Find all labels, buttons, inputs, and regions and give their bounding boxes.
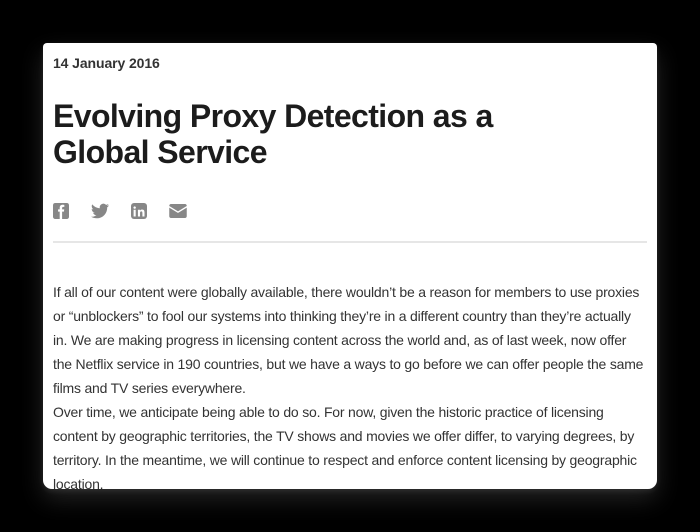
text-line: in. We are making progress in licensing content across the world and, as of last week, now offer (53, 332, 627, 348)
text-line: If all of our content were globally available, there wouldn’t be a reason for members to use proxies (53, 284, 640, 300)
email-icon (169, 204, 187, 218)
text-line: the Netflix service in 190 countries, but we have a ways to go before we can offer people the same (53, 356, 644, 372)
share-email-button[interactable] (169, 202, 187, 219)
divider (53, 241, 647, 243)
paragraph-1 (53, 280, 647, 400)
text-line: or “unblockers” to fool our systems into thinking they’re in a different country than they’re actually (53, 308, 631, 324)
share-facebook-button[interactable] (53, 202, 69, 219)
twitter-icon (91, 202, 109, 220)
title-line-1: Evolving Proxy Detection as a (53, 98, 493, 134)
article-body (53, 280, 647, 489)
share-twitter-button[interactable] (91, 202, 109, 219)
text-line: location. (53, 476, 104, 489)
title-line-2: Global Service (53, 134, 267, 170)
linkedin-icon (131, 203, 147, 219)
facebook-icon (53, 203, 69, 219)
text-line: Over time, we anticipate being able to do so. For now, given the historic practice of licensing (53, 404, 604, 420)
share-toolbar (53, 202, 647, 219)
share-linkedin-button[interactable] (131, 202, 147, 219)
text-line: territory. In the meantime, we will continue to respect and enforce content licensing by geographic (53, 452, 637, 468)
page-title (53, 98, 647, 170)
text-line: content by geographic territories, the TV shows and movies we offer differ, to varying degrees, by (53, 428, 635, 444)
paragraph-2 (53, 400, 647, 489)
post-date: 14 January 2016 (53, 55, 160, 71)
text-line: films and TV series everywhere. (53, 380, 246, 396)
article-card (43, 43, 657, 489)
